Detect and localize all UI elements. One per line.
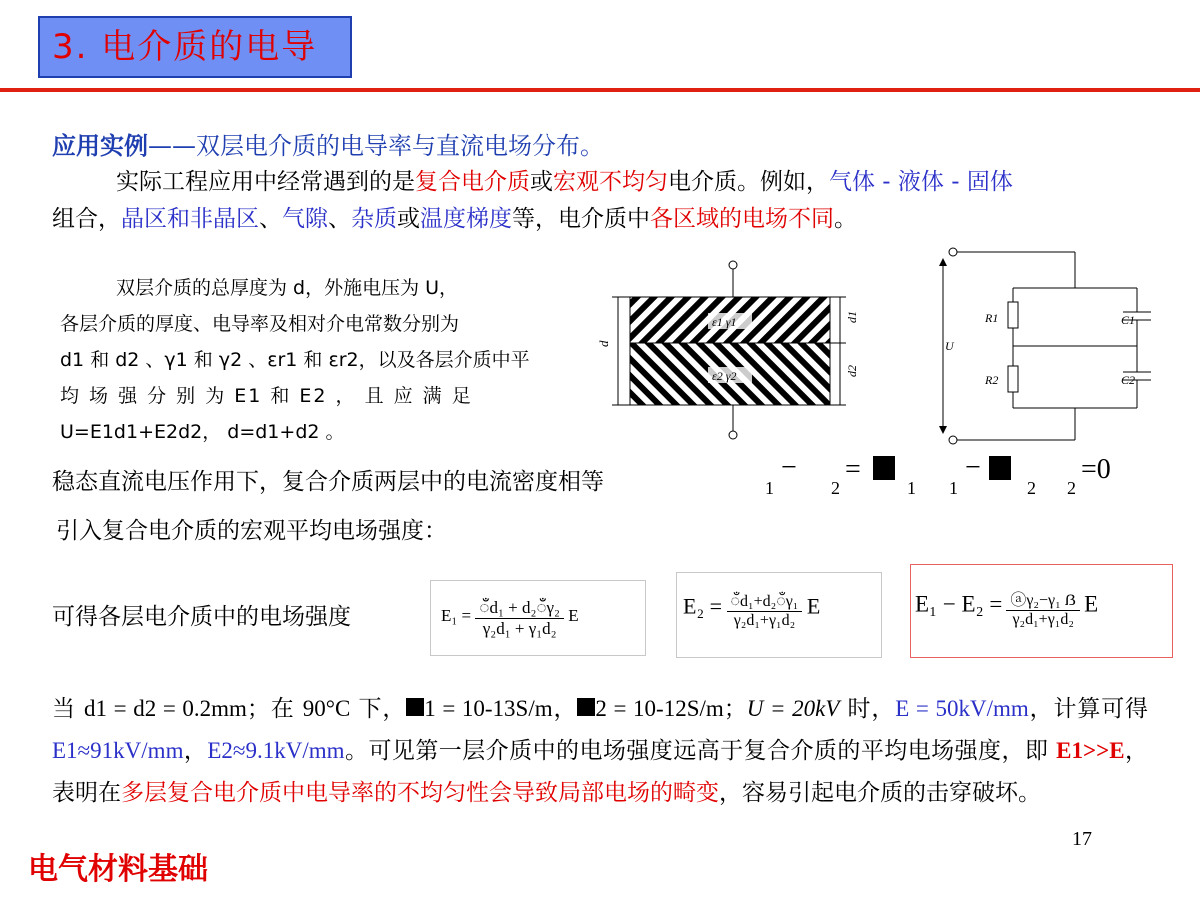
two-layer-description <box>60 270 560 450</box>
slide-title: 3. 电介质的电导 <box>38 16 352 78</box>
field-strength-text: 可得各层电介质中的电场强度 <box>52 604 351 630</box>
thickness-d-label: d <box>596 340 611 347</box>
bottom-terminal <box>729 431 737 439</box>
heading-bold: 应用实例 <box>52 132 148 160</box>
c1-label: C1 <box>1121 313 1136 327</box>
gamma-symbol-missing <box>873 456 895 480</box>
thickness-d1-label: d1 <box>845 311 859 323</box>
thickness-d2-label: d2 <box>845 365 859 377</box>
equation-e1-minus-e2: E₁ − E₂ = $\frac{\text{ⓐγ₂−γ₁ ẞ}}{\text{γ₂d₁+γ₁d₂}}$ E <box>910 564 1173 658</box>
layer-1-label: ε1 γ1 <box>712 315 737 329</box>
desc-line-3: d1 和 d2 、γ1 和 γ2 、εr1 和 εr2，以及各层介质中平 <box>60 349 530 371</box>
r1-label: R1 <box>985 311 999 325</box>
two-layer-dielectric-diagram <box>590 255 870 445</box>
desc-line-5: U=E1d1+E2d2， d=d1+d2 。 <box>60 421 345 443</box>
current-density-equation: 1 − 2 = 1 1 − 2 2 =0 <box>765 452 1111 498</box>
resistor-r1 <box>1008 302 1018 328</box>
top-terminal <box>729 261 737 269</box>
equation-e1: E₁ = $\frac{\text{ँd₁ + d₂ँγ₂}}{\text{γ₂d₁ + γ₁d₂}}$ E <box>430 580 646 656</box>
layer-2-label: ε2 γ2 <box>712 369 737 383</box>
equation-e2: E₂ = $\frac{\text{ँd₁+d₂ँγ₁}}{\text{γ₂d₁+γ₁d₂}}$ E <box>676 572 882 658</box>
page-number: 17 <box>1072 828 1092 850</box>
desc-line-2: 各层介质的厚度、电导率及相对介电常数分别为 <box>60 313 460 335</box>
desc-line-4: 均 场 强 分 别 为 E1 和 E2 ， 且 应 满 足 <box>60 385 473 407</box>
c2-label: C2 <box>1121 373 1136 387</box>
r2-label: R2 <box>985 373 999 387</box>
calculation-paragraph: 当 d1 = d2 = 0.2mm；在 90°C 下， 1 = 10-13S/m， 2 = 10-12S/m；U = 20kV 时，E = 50kV/mm，计算可得 E1≈91kV/mm，E2≈9.1kV/mm。可见第一层介质中的电场强度远高于复合介质的平均电场强度，即 E1>>E，表明在多层复合电介质中电导率的不均匀性会导致局部电场的畸变，容易引起电介质的击穿破坏。 <box>52 696 1149 806</box>
heading-rest: ——双层电介质的电导率与直流电场分布。 <box>148 132 604 160</box>
desc-line-1: 双层介质的总厚度为 d，外施电压为 U， <box>116 277 459 299</box>
steady-state-text: 稳态直流电压作用下，复合介质两层中的电流密度相等 <box>52 469 604 495</box>
macro-field-text: 引入复合电介质的宏观平均电场强度： <box>56 518 447 544</box>
circuit-top-terminal <box>949 248 957 256</box>
equivalent-circuit-diagram <box>925 240 1155 450</box>
circuit-bottom-terminal <box>949 436 957 444</box>
voltage-u-label: U <box>945 339 954 353</box>
title-divider <box>0 88 1200 92</box>
intro-paragraph: 实际工程应用中经常遇到的是复合电介质或宏观不均匀电介质。例如，气体 - 液体 - 固体 组合，晶区和非晶区、气隙、杂质或温度梯度等，电介质中各区域的电场不同。 <box>52 169 1013 232</box>
section-heading <box>52 126 604 161</box>
course-footer: 电气材料基础 <box>28 852 208 887</box>
resistor-r2 <box>1008 366 1018 392</box>
